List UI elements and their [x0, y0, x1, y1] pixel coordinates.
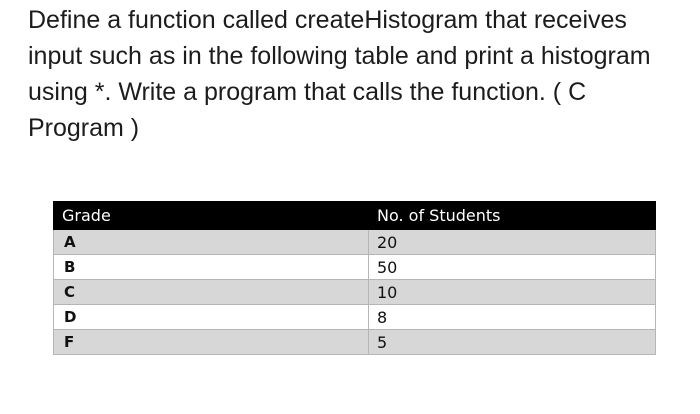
grade-cell: F: [54, 330, 369, 355]
students-cell: 50: [369, 255, 656, 280]
table-row: [54, 280, 656, 305]
grades-table-container: [53, 201, 656, 355]
table-row: [54, 255, 656, 280]
grades-table: [53, 201, 656, 355]
table-row: [54, 230, 656, 255]
grade-cell: A: [54, 230, 369, 255]
students-column-header: No. of Students: [369, 202, 656, 230]
table-row: [54, 305, 656, 330]
students-cell: 8: [369, 305, 656, 330]
students-cell: 20: [369, 230, 656, 255]
students-cell: 10: [369, 280, 656, 305]
table-row: [54, 330, 656, 355]
grade-cell: D: [54, 305, 369, 330]
grade-cell: C: [54, 280, 369, 305]
grade-column-header: Grade: [54, 202, 369, 230]
question-text: Define a function called createHistogram that receives input such as in the following table and print a histogram using *. Write a program that calls the function. ( C Program ): [28, 6, 651, 142]
grade-cell: B: [54, 255, 369, 280]
students-cell: 5: [369, 330, 656, 355]
table-header-row: [54, 202, 656, 230]
